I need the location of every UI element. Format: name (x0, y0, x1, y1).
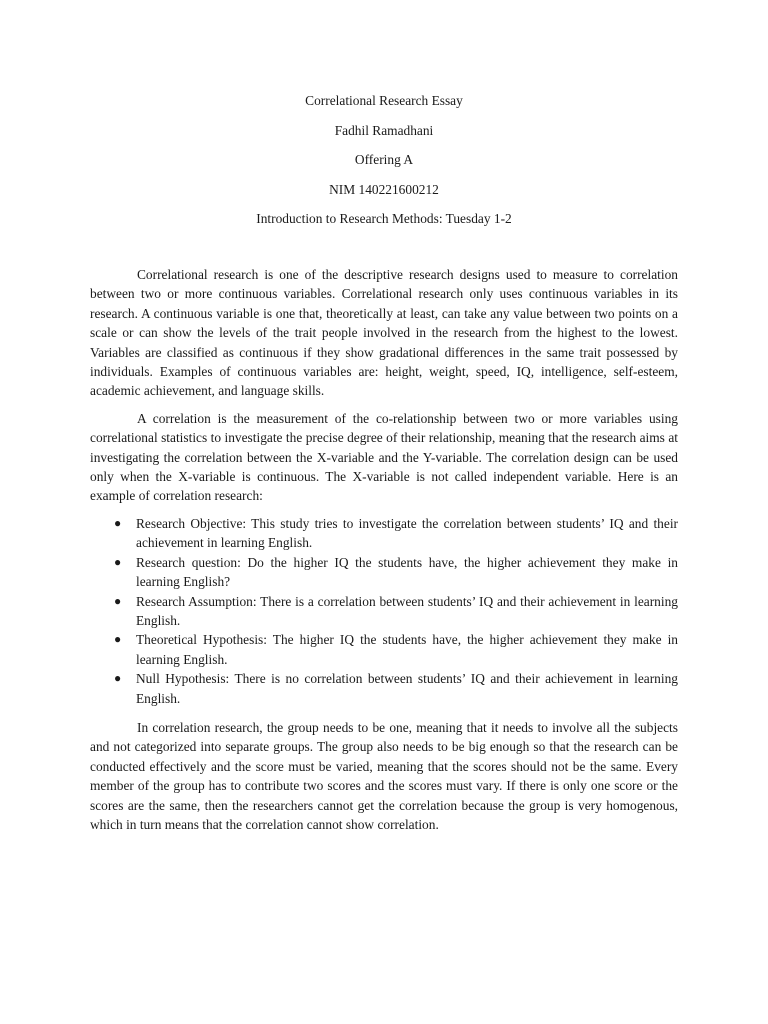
list-item (90, 630, 678, 669)
list-item (90, 592, 678, 631)
list-item (90, 553, 678, 592)
bullet-icon: ● (114, 593, 122, 608)
offering-label: Offering A (354, 152, 414, 167)
paragraph-definition: Correlational research is one of the descriptive research designs used to measure to correlation between two or more continuous variables. Correlational research only uses continuous variables in its research. A continuous variable is one that, theoretically at least, can take any value between two points on a scale or can show the levels of the trait people involved in the research from the highest to the lowest. Variables are classified as continuous if they show gradational differences in the same trait possessed by individuals. Examples of continuous variables are: height, weight, speed, IQ, intelligence, self-esteem, academic achievement, and language skills. (90, 267, 678, 399)
bullet-icon: ● (114, 671, 122, 686)
list-item-text: Null Hypothesis: There is no correlation between students’ IQ and their achievement in learning English. (136, 671, 678, 706)
bullet-icon: ● (114, 554, 122, 569)
student-nim: NIM 140221600212 (329, 181, 439, 197)
list-item (90, 669, 678, 708)
list-item-text: Research question: Do the higher IQ the students have, the higher achievement they make in learning English? (136, 554, 678, 590)
course-name: Introduction to Research Methods: Tuesday 1-2 (256, 211, 512, 226)
author-name: Fadhil Ramadhani (334, 122, 434, 138)
paragraph-group-requirements: In correlation research, the group needs to be one, meaning that it needs to involve all the subjects and not categorized into separate groups. The group also needs to be big enough so that the research can be conducted effectively and the score must be varied, meaning that the scores should not be the same. Every member of the group has to contribute two scores and the scores must vary. If there is only one score or the scores are the same, then the researchers cannot get the correlation because the group is very homogenous, which in turn means that the correlation cannot show correlation. (90, 719, 678, 832)
essay-title: Correlational Research Essay (305, 93, 463, 108)
list-item-text: Research Assumption: There is a correlation between students’ IQ and their achievement in learning English. (136, 593, 678, 628)
list-item-text: Theoretical Hypothesis: The higher IQ the students have, the higher achievement they make in learning English. (136, 632, 678, 667)
bullet-icon: ● (114, 515, 122, 530)
document-page (90, 91, 678, 842)
paragraph-correlation: A correlation is the measurement of the co-relationship between two or more variables using correlational statistics to investigate the precise degree of their relationship, meaning that the research aims at investigating the correlation between the X-variable and the Y-variable. The correlation design can be used only when the X-variable is continuous. The X-variable is not called independent variable. Here is an example of correlation research: (90, 410, 678, 504)
list-item-text: Research Objective: This study tries to investigate the correlation between students’ IQ and their achievement in learning English. (136, 515, 678, 551)
document-header (90, 91, 678, 228)
example-list (90, 514, 678, 708)
bullet-icon: ● (114, 632, 122, 647)
list-item (90, 514, 678, 553)
